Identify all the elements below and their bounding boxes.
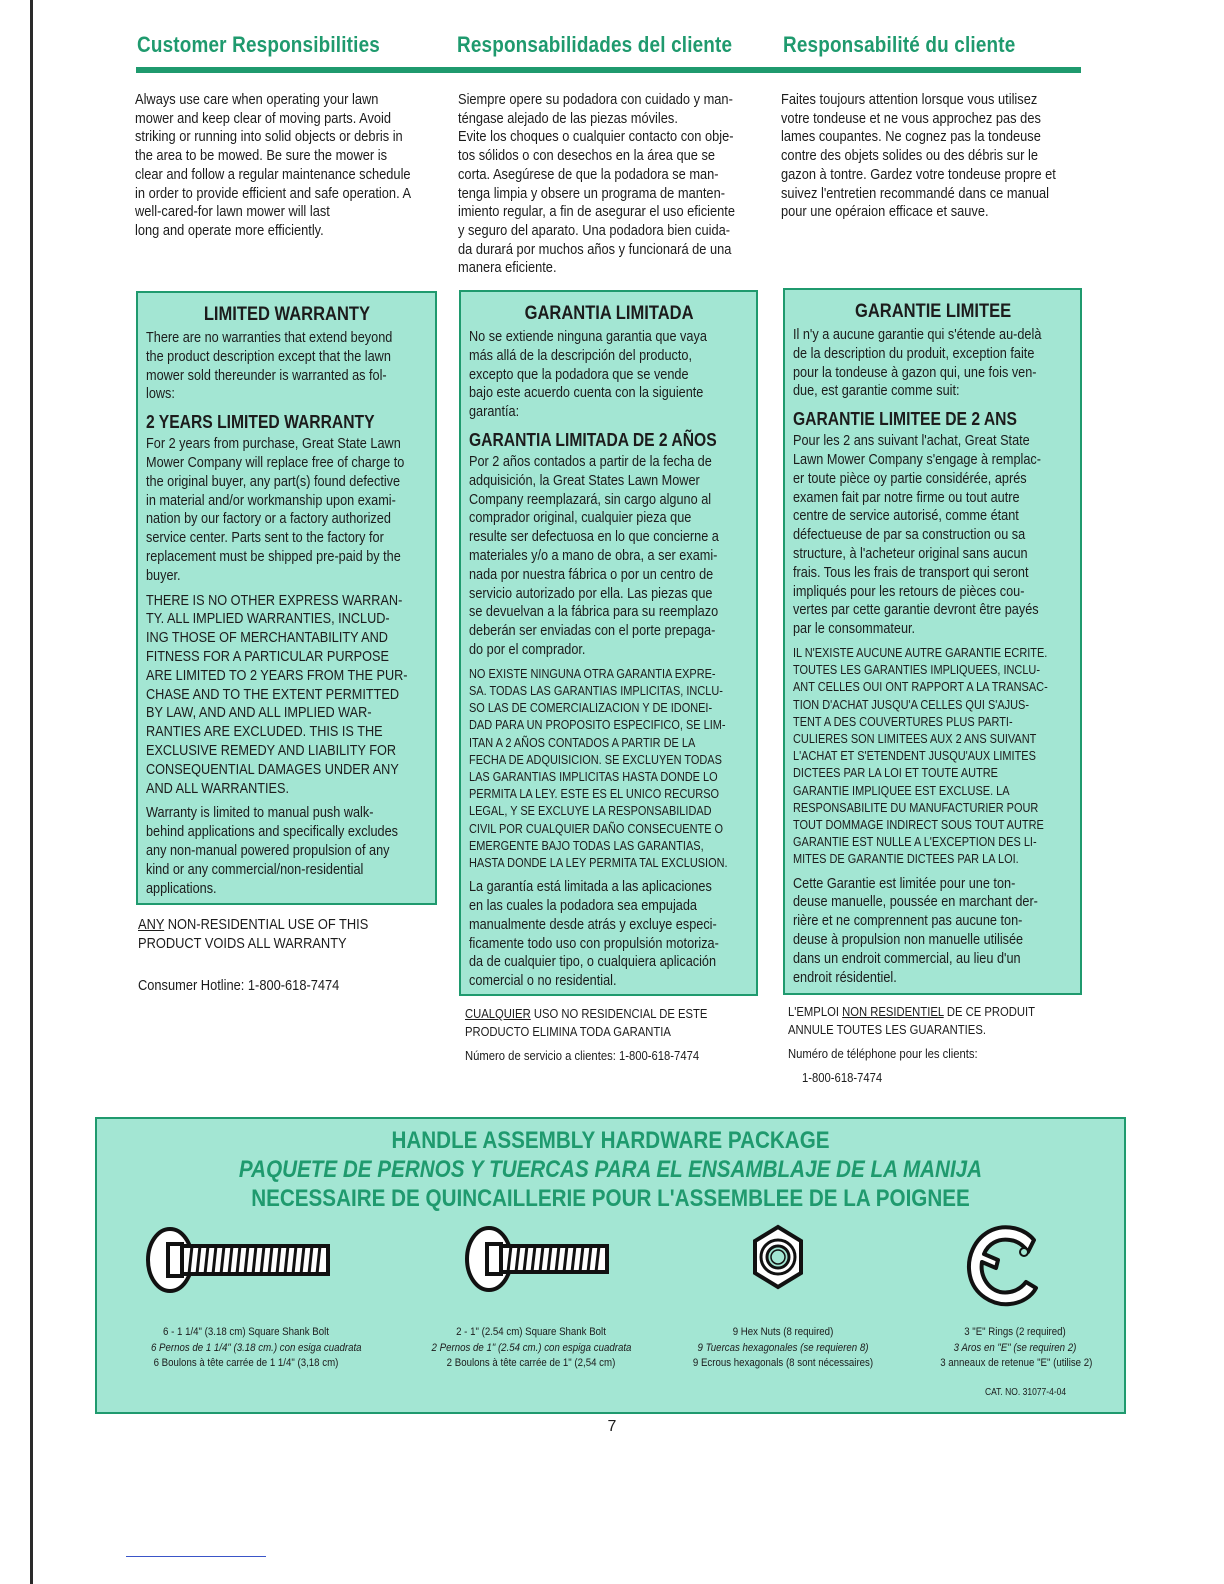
consumer-hotline-es: Número de servicio a clientes: 1-800-618-7474 [465, 1048, 700, 1063]
hardware-title-en: HANDLE ASSEMBLY HARDWARE PACKAGE [391, 1127, 830, 1154]
bottom-underline [126, 1556, 266, 1557]
warranty-intro-es: No se extiende ninguna garantia que vaya más allá de la descripción del producto, excepto que la podadora que se vende bajo este acuerdo cuenta con la siguiente garantía: [469, 329, 707, 421]
non-residential-note-en: ANY NON-RESIDENTIAL USE OF THIS PRODUCT VOIDS ALL WARRANTY [138, 917, 369, 952]
warranty-terms-en: For 2 years from purchase, Great State Lawn Mower Company will replace free of charge to the original buyer, any part(s) found defective in material and/or workmanship upon exami- nation by our factory or a factory authorized service center. Parts sent to the factory for replacement must be shipped pre-paid by the buyer. [146, 436, 405, 584]
warranty-limitation-es: La garantía está limitada a las aplicaciones en las cuales la podadora sea empujada manualmente desde atrás y excluye especi- ficamente todo uso con propulsión motoriza- da de cualquier tipo, o cualquiera aplicación comercial o no residential. [469, 879, 719, 990]
consumer-hotline-en: Consumer Hotline: 1-800-618-7474 [138, 978, 340, 994]
heading-rule [136, 67, 1081, 73]
consumer-hotline-number-fr: 1-800-618-7474 [802, 1070, 883, 1085]
left-edge-rule [30, 0, 33, 1584]
part-caption-hex-nut: 9 Hex Nuts (8 required) 9 Tuercas hexagonales (se requieren 8) 9 Ecrous hexagonals (8 sont nécessaires) [692, 1326, 874, 1369]
non-residential-note-es: CUALQUIER USO NO RESIDENCIAL DE ESTE PRODUCTO ELIMINA TODA GARANTIA [465, 1006, 708, 1039]
warranty-title-es: GARANTIA LIMITADA [524, 303, 694, 324]
warranty-subtitle-fr: GARANTIE LIMITEE DE 2 ANS [793, 409, 1017, 430]
warranty-disclaimer-es: NO EXISTE NINGUNA OTRA GARANTIA EXPRE- SA. TODAS LAS GARANTIAS IMPLICITAS, INCLU- SO LAS DE COMERCIALIZACION Y DE IDONEI- DAD PARA UN PROPOSITO ESPECIFICO, SE LIM- ITAN A 2 AÑOS CONTADOS A PARTIR DE LA FECHA DE ADQUISICION. SE EXCLUYEN TODAS LAS GARANTIAS IMPLICITAS HASTA DONDE LO PERMITA LA LEY. ESTE ES EL UNICO RECURSO LEGAL, Y SE EXCLUYE LA RESPONSABILIDAD CIVIL POR CUALQUIER DAÑO CONSECUENTE O EMERGENTE BAJO TODAS LAS GARANTIAS, HASTA DONDE LA LEY PERMITA TAL EXCLUSION. [469, 666, 728, 870]
consumer-hotline-fr: Numéro de téléphone pour les clients: [788, 1046, 978, 1061]
long-square-shank-bolt-icon [146, 1226, 332, 1294]
heading-customer-responsibilities: Customer Responsibilities [137, 32, 380, 57]
heading-responsabilidades-cliente: Responsabilidades del cliente [457, 32, 733, 57]
part-caption-long-bolt: 6 - 1 1/4" (3.18 cm) Square Shank Bolt 6 Pernos de 1 1/4" (3.18 cm.) con esiga cuadrata 6 Boulons à tête carrée de 1 1/4" (3,18 cm) [150, 1326, 362, 1369]
warranty-intro-fr: Il n'y a aucune garantie qui s'étende au-delà de la description du produit, exception faite pour la tondeuse à gazon qui, une fois ven- due, est garantie comme suit: [793, 327, 1042, 400]
warranty-limitation-fr: Cette Garantie est limitée pour une ton- deuse manuelle, poussée en marchant der- rière et ne comprennent pas aucune ton- deuse à propulsion non manuelle utilisée dans un endroit commercial, au lieu d'un endroit résidentiel. [793, 875, 1038, 986]
hex-nut-icon [752, 1224, 804, 1290]
warranty-title-fr: GARANTIE LIMITEE [855, 301, 1012, 322]
warranty-subtitle-en: 2 YEARS LIMITED WARRANTY [146, 412, 375, 433]
intro-es: Siempre opere su podadora con cuidado y man- téngase alejado de las piezas móviles. Evite los choques o cualquier contacto con obje- tos sólidos o con desechos en la área que se corta. Asegúrese de que la podadora se man- tenga limpia y obsere un programa de manten- imiento regular, a fin de asegurar el uso eficiente y seguro del aparato. Una podadora bien cuida- da durará por muchos años y funcionará de una manera eficiente. [458, 92, 735, 277]
part-caption-short-bolt: 2 - 1" (2.54 cm) Square Shank Bolt 2 Pernos de 1" (2.54 cm.) con espiga cuadrata 2 Boulons à tête carrée de 1" (2,54 cm) [431, 1326, 632, 1369]
warranty-box-es [459, 290, 758, 996]
warranty-box-en [136, 291, 437, 905]
e-ring-icon [962, 1222, 1046, 1308]
intro-en: Always use care when operating your lawn mower and keep clear of moving parts. Avoid striking or running into solid objects or debris in the area to be mowed. Be sure the mower is clear and follow a regular maintenance schedule in order to provide efficient and safe operation. A well-cared-for lawn mower will last long and operate more efficiently. [135, 92, 412, 239]
warranty-disclaimer-en: THERE IS NO OTHER EXPRESS WARRAN- TY. ALL IMPLIED WARRANTIES, INCLUD- ING THOSE OF MERCHANTABILITY AND FITNESS FOR A PARTICULAR PURPOSE ARE LIMITED TO 2 YEARS FROM THE PUR- CHASE AND TO THE EXTENT PERMITTED BY LAW, AND AND ALL IMPLIED WAR- RANTIES ARE EXCLUDED. THIS IS THE EXCLUSIVE REMEDY AND LIABILITY FOR CONSEQUENTIAL DAMAGES UNDER ANY AND ALL WARRANTIES. [146, 592, 408, 797]
warranty-intro-en: There are no warranties that extend beyond the product description except that the lawn mower sold thereunder is warranted as fol- lows: [146, 330, 393, 403]
warranty-subtitle-es: GARANTIA LIMITADA DE 2 AÑOS [469, 429, 717, 450]
short-square-shank-bolt-icon [465, 1226, 611, 1292]
warranty-terms-fr: Pour les 2 ans suivant l'achat, Great State Lawn Mower Company s'engage à remplac- er toute pièce oy partie considérée, aprés examen fait par notre firme ou tout autre centre de service autorisé, comme étant défectueuse de par sa construction ou sa structure, à l'acheteur original sans aucun frais. Tous les frais de transport qui seront impliqués pour les retours de pièces cou- vertes par cette garantie devront être payés par le consommateur. [793, 433, 1042, 638]
warranty-title-en: LIMITED WARRANTY [203, 304, 371, 325]
warranty-box-fr [783, 288, 1082, 995]
non-residential-note-fr: L'EMPLOI NON RESIDENTIEL DE CE PRODUIT ANNULE TOUTES LES GUARANTIES. [788, 1004, 1036, 1037]
page-number: 7 [607, 1418, 617, 1435]
warranty-terms-es: Por 2 años contados a partir de la fecha de adquisición, la Great States Lawn Mower Company reemplazará, sin cargo alguno al comprador original, cualquier pieza que resulte ser defectuosa en lo que concierne a materiales y/o a mano de obra, a ser exami- nada por nuestra fábrica o por un centro de servicio autorizado por ella. Las piezas que se devuelvan a la fábrica para su reemplazo deberán ser enviadas con el porte prepaga- do por el comprador. [469, 453, 719, 658]
warranty-disclaimer-fr: IL N'EXISTE AUCUNE AUTRE GARANTIE ECRITE. TOUTES LES GARANTIES IMPLIQUEES, INCLU- ANT CELLES OUI ONT RAPPORT A LA TRANSAC- TION D'ACHAT JUSQU'A CELLES QUI S'AJUS- TENT A DES COUVERTURES PLUS PARTI- CULIERES SON LIMITEES AUX 2 ANS SUIVANT L'ACHAT ET S'ETENDENT JUSQU'AUX LIMITES DICTEES PAR LA LOI ET TOUTE AUTRE GARANTIE IMPLIQUEE EST EXCLUSE. LA RESPONSABILITE DU MANUFACTURIER POUR TOUT DOMMAGE INDIRECT SOUS TOUT AUTRE GARANTIE EST NULLE A L'EXCEPTION DES LI- MITES DE GARANTIE DICTEES PAR LA LOI. [793, 645, 1048, 867]
warranty-limitation-en: Warranty is limited to manual push walk- behind applications and specifically excludes any non-manual powered propulsion of any kind or any commercial/non-residential applications. [146, 805, 398, 897]
hardware-title-fr: NECESSAIRE DE QUINCAILLERIE POUR L'ASSEMBLEE DE LA POIGNEE [251, 1185, 970, 1212]
heading-responsabilite-client: Responsabilité du cliente [783, 32, 1016, 57]
part-caption-e-ring: 3 "E" Rings (2 required) 3 Aros en "E" (se requiren 2) 3 anneaux de retenue "E" (utilise 2) [940, 1326, 1093, 1369]
hardware-title-es: PAQUETE DE PERNOS Y TUERCAS PARA EL ENSAMBLAJE DE LA MANIJA [238, 1156, 983, 1183]
intro-fr: Faites toujours attention lorsque vous utilisez votre tondeuse et ne vous approchez pas des lames coupantes. Ne cognez pas la tondeuse contre des objets solides ou des débris sur le gazon à tontre. Gardez votre tondeuse propre et suivez l'entretien recommandé dans ce manual pour une opéraion efficace et sauve. [781, 92, 1056, 221]
catalog-number: CAT. NO. 31077-4-04 [985, 1387, 1067, 1398]
